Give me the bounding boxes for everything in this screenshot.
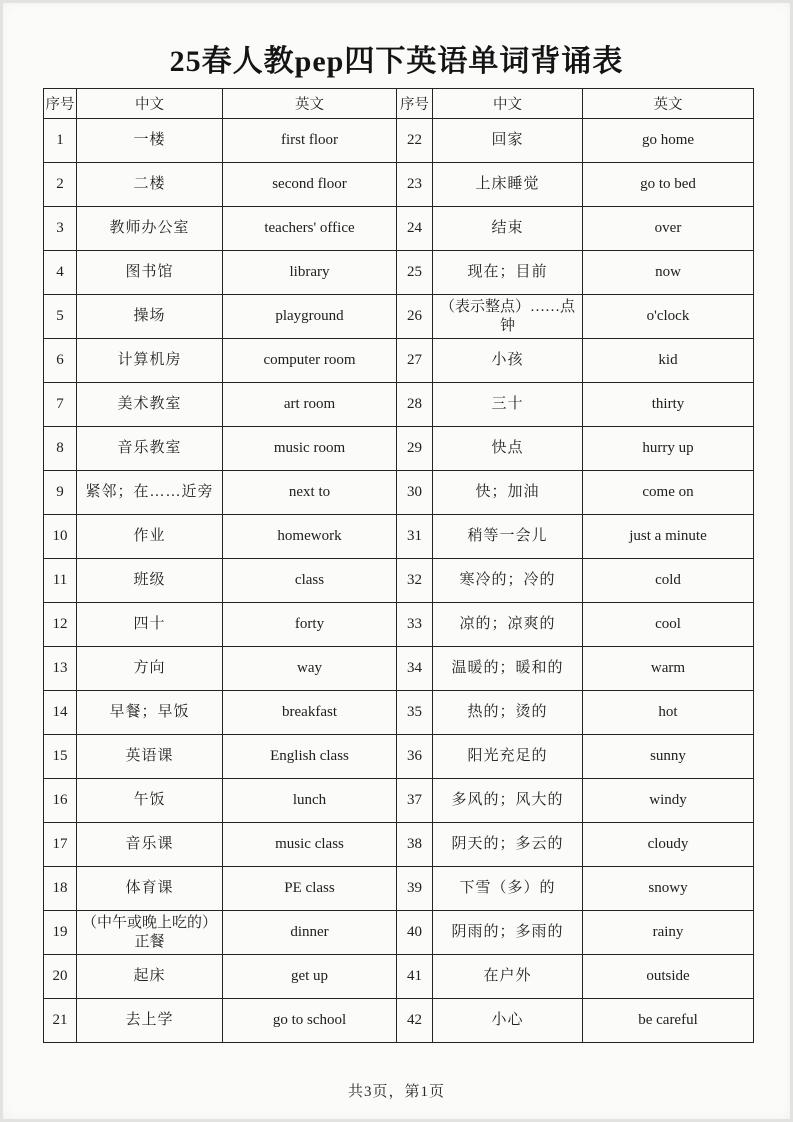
index-cell: 36 [397, 735, 433, 779]
table-header [44, 89, 754, 119]
index-cell: 16 [44, 779, 77, 823]
chinese-cell: 四十 [77, 603, 223, 647]
index-cell: 6 [44, 339, 77, 383]
index-cell: 15 [44, 735, 77, 779]
table-body [44, 119, 754, 1043]
index-cell: 7 [44, 383, 77, 427]
index-cell: 10 [44, 515, 77, 559]
chinese-cell: 热的；烫的 [433, 691, 583, 735]
table-row [44, 735, 754, 779]
english-cell: music class [223, 823, 397, 867]
chinese-cell: 紧邻；在……近旁 [77, 471, 223, 515]
chinese-cell: （表示整点）……点钟 [433, 295, 583, 339]
chinese-cell: 教师办公室 [77, 207, 223, 251]
index-cell: 5 [44, 295, 77, 339]
english-cell: cold [583, 559, 754, 603]
chinese-cell: 在户外 [433, 955, 583, 999]
table-row [44, 471, 754, 515]
index-cell: 2 [44, 163, 77, 207]
table-row [44, 119, 754, 163]
english-cell: PE class [223, 867, 397, 911]
table-row [44, 515, 754, 559]
chinese-cell: 作业 [77, 515, 223, 559]
index-cell: 12 [44, 603, 77, 647]
header-row [44, 89, 754, 119]
english-cell: hurry up [583, 427, 754, 471]
chinese-cell: 寒冷的；冷的 [433, 559, 583, 603]
chinese-cell: 英语课 [77, 735, 223, 779]
table-row [44, 867, 754, 911]
index-cell: 33 [397, 603, 433, 647]
chinese-cell: 计算机房 [77, 339, 223, 383]
english-cell: playground [223, 295, 397, 339]
english-cell: second floor [223, 163, 397, 207]
chinese-cell: 班级 [77, 559, 223, 603]
index-cell: 18 [44, 867, 77, 911]
english-cell: go to bed [583, 163, 754, 207]
table-row [44, 383, 754, 427]
english-cell: first floor [223, 119, 397, 163]
table-row [44, 647, 754, 691]
english-cell: get up [223, 955, 397, 999]
index-cell: 9 [44, 471, 77, 515]
english-cell: teachers' office [223, 207, 397, 251]
english-cell: homework [223, 515, 397, 559]
header-chinese-right: 中文 [433, 89, 583, 119]
english-cell: library [223, 251, 397, 295]
chinese-cell: 快；加油 [433, 471, 583, 515]
english-cell: dinner [223, 911, 397, 955]
english-cell: way [223, 647, 397, 691]
table-row [44, 251, 754, 295]
chinese-cell: 二楼 [77, 163, 223, 207]
index-cell: 37 [397, 779, 433, 823]
chinese-cell: 操场 [77, 295, 223, 339]
index-cell: 26 [397, 295, 433, 339]
chinese-cell: 早餐；早饭 [77, 691, 223, 735]
chinese-cell: 音乐教室 [77, 427, 223, 471]
chinese-cell: 音乐课 [77, 823, 223, 867]
index-cell: 41 [397, 955, 433, 999]
index-cell: 19 [44, 911, 77, 955]
english-cell: warm [583, 647, 754, 691]
chinese-cell: 温暖的；暖和的 [433, 647, 583, 691]
table-row [44, 999, 754, 1043]
index-cell: 13 [44, 647, 77, 691]
english-cell: music room [223, 427, 397, 471]
index-cell: 22 [397, 119, 433, 163]
english-cell: forty [223, 603, 397, 647]
header-english-left: 英文 [223, 89, 397, 119]
chinese-cell: 回家 [433, 119, 583, 163]
english-cell: art room [223, 383, 397, 427]
chinese-cell: 去上学 [77, 999, 223, 1043]
table-row [44, 823, 754, 867]
english-cell: kid [583, 339, 754, 383]
index-cell: 1 [44, 119, 77, 163]
index-cell: 34 [397, 647, 433, 691]
english-cell: computer room [223, 339, 397, 383]
english-cell: o'clock [583, 295, 754, 339]
index-cell: 32 [397, 559, 433, 603]
table-row [44, 207, 754, 251]
chinese-cell: 快点 [433, 427, 583, 471]
table-row [44, 163, 754, 207]
english-cell: thirty [583, 383, 754, 427]
index-cell: 24 [397, 207, 433, 251]
index-cell: 3 [44, 207, 77, 251]
page-number-footer: 共3页，第1页 [347, 1084, 445, 1100]
index-cell: 31 [397, 515, 433, 559]
index-cell: 40 [397, 911, 433, 955]
table-row [44, 339, 754, 383]
table-row [44, 955, 754, 999]
chinese-cell: 现在；目前 [433, 251, 583, 295]
english-cell: just a minute [583, 515, 754, 559]
english-cell: hot [583, 691, 754, 735]
chinese-cell: 体育课 [77, 867, 223, 911]
english-cell: English class [223, 735, 397, 779]
english-cell: come on [583, 471, 754, 515]
index-cell: 23 [397, 163, 433, 207]
english-cell: lunch [223, 779, 397, 823]
chinese-cell: 小心 [433, 999, 583, 1043]
english-cell: go home [583, 119, 754, 163]
table-row [44, 911, 754, 955]
chinese-cell: 三十 [433, 383, 583, 427]
chinese-cell: 阳光充足的 [433, 735, 583, 779]
english-cell: go to school [223, 999, 397, 1043]
english-cell: cool [583, 603, 754, 647]
vocab-table [43, 88, 754, 1043]
english-cell: windy [583, 779, 754, 823]
index-cell: 8 [44, 427, 77, 471]
index-cell: 11 [44, 559, 77, 603]
header-english-right: 英文 [583, 89, 754, 119]
index-cell: 4 [44, 251, 77, 295]
index-cell: 39 [397, 867, 433, 911]
english-cell: now [583, 251, 754, 295]
index-cell: 17 [44, 823, 77, 867]
index-cell: 28 [397, 383, 433, 427]
table-row [44, 603, 754, 647]
english-cell: be careful [583, 999, 754, 1043]
chinese-cell: 上床睡觉 [433, 163, 583, 207]
english-cell: snowy [583, 867, 754, 911]
english-cell: over [583, 207, 754, 251]
index-cell: 14 [44, 691, 77, 735]
english-cell: rainy [583, 911, 754, 955]
table-row [44, 427, 754, 471]
page-title: 25春人教pep四下英语单词背诵表 [169, 45, 624, 78]
chinese-cell: 结束 [433, 207, 583, 251]
english-cell: outside [583, 955, 754, 999]
chinese-cell: 下雪（多）的 [433, 867, 583, 911]
table-row [44, 559, 754, 603]
header-index-right: 序号 [397, 89, 433, 119]
index-cell: 25 [397, 251, 433, 295]
index-cell: 21 [44, 999, 77, 1043]
chinese-cell: 凉的；凉爽的 [433, 603, 583, 647]
header-index-left: 序号 [44, 89, 77, 119]
index-cell: 29 [397, 427, 433, 471]
table-row [44, 691, 754, 735]
english-cell: next to [223, 471, 397, 515]
chinese-cell: 一楼 [77, 119, 223, 163]
chinese-cell: 多风的；风大的 [433, 779, 583, 823]
index-cell: 35 [397, 691, 433, 735]
chinese-cell: 方向 [77, 647, 223, 691]
english-cell: breakfast [223, 691, 397, 735]
chinese-cell: 稍等一会儿 [433, 515, 583, 559]
table-row [44, 779, 754, 823]
index-cell: 27 [397, 339, 433, 383]
index-cell: 30 [397, 471, 433, 515]
english-cell: class [223, 559, 397, 603]
table-row [44, 295, 754, 339]
chinese-cell: 小孩 [433, 339, 583, 383]
index-cell: 42 [397, 999, 433, 1043]
index-cell: 20 [44, 955, 77, 999]
chinese-cell: 美术教室 [77, 383, 223, 427]
chinese-cell: （中午或晚上吃的）正餐 [77, 911, 223, 955]
index-cell: 38 [397, 823, 433, 867]
english-cell: cloudy [583, 823, 754, 867]
chinese-cell: 午饭 [77, 779, 223, 823]
chinese-cell: 阴天的；多云的 [433, 823, 583, 867]
header-chinese-left: 中文 [77, 89, 223, 119]
chinese-cell: 图书馆 [77, 251, 223, 295]
chinese-cell: 起床 [77, 955, 223, 999]
chinese-cell: 阴雨的；多雨的 [433, 911, 583, 955]
english-cell: sunny [583, 735, 754, 779]
